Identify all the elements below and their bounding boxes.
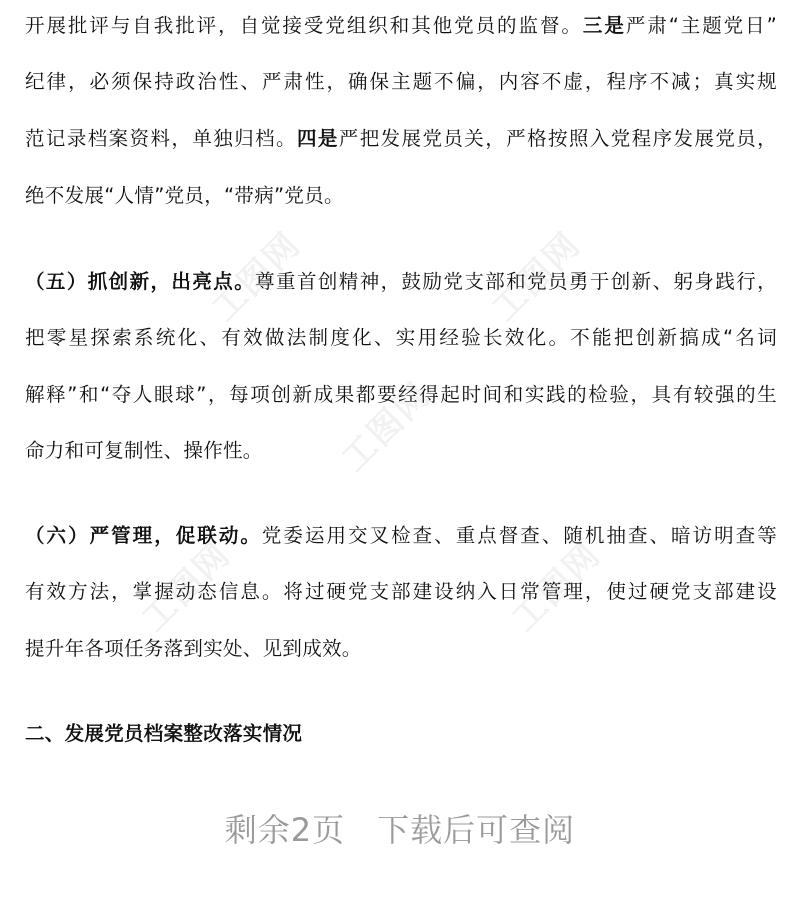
download-more-banner[interactable] [0,805,800,851]
section-subheading: （六）严管理，促联动。 [25,524,262,547]
download-to-view-link[interactable]: 下载后可查阅 [377,811,576,849]
paragraph-1-line-2: 纪律，必须保持政治性、严肃性，确保主题不偏，内容不虚，程序不减；真实规 [25,70,777,93]
section-subheading: （五）抓创新，出亮点。 [25,270,256,293]
paragraph-1-line-3: 范记录档案资料，单独归档。四是严把发展党员关，严格按照入党程序发展党员， [25,127,777,150]
paragraph-3-line-3: 提升年各项任务落到实处、见到成效。 [25,637,362,660]
paragraph-2-line-3: 解释”和“夺人眼球”，每项创新成果都要经得起时间和实践的检验，具有较强的生 [25,383,777,406]
watermark: 工图网 [484,224,589,330]
paragraph-2-line-2: 把零星探索系统化、有效做法制度化、实用经验长效化。不能把创新搞成“名词 [25,326,777,349]
bold-marker: 三是 [582,14,626,37]
bold-marker: 四是 [296,127,339,150]
paragraph-3-line-1: （六）严管理，促联动。党委运用交叉检查、重点督查、随机抽查、暗访明查等 [25,524,777,547]
watermark: 工图网 [504,534,609,640]
remaining-pages-label: 剩余2页 [224,811,346,849]
paragraph-1-line-1: 开展批评与自我批评，自觉接受党组织和其他党员的监督。三是严肃“主题党日” [25,14,777,37]
watermark: 工图网 [334,374,439,480]
paragraph-1-line-4: 绝不发展“人情”党员，“带病”党员。 [25,184,344,207]
section-heading: 二、发展党员档案整改落实情况 [25,722,303,745]
watermark: 工图网 [134,534,239,640]
paragraph-2-line-1: （五）抓创新，出亮点。尊重首创精神，鼓励党支部和党员勇于创新、躬身践行， [25,270,777,293]
paragraph-3-line-2: 有效方法，掌握动态信息。将过硬党支部建设纳入日常管理，使过硬党支部建设 [25,580,777,603]
paragraph-2-line-4: 命力和可复制性、操作性。 [25,439,263,462]
watermark: 工图网 [204,224,309,330]
